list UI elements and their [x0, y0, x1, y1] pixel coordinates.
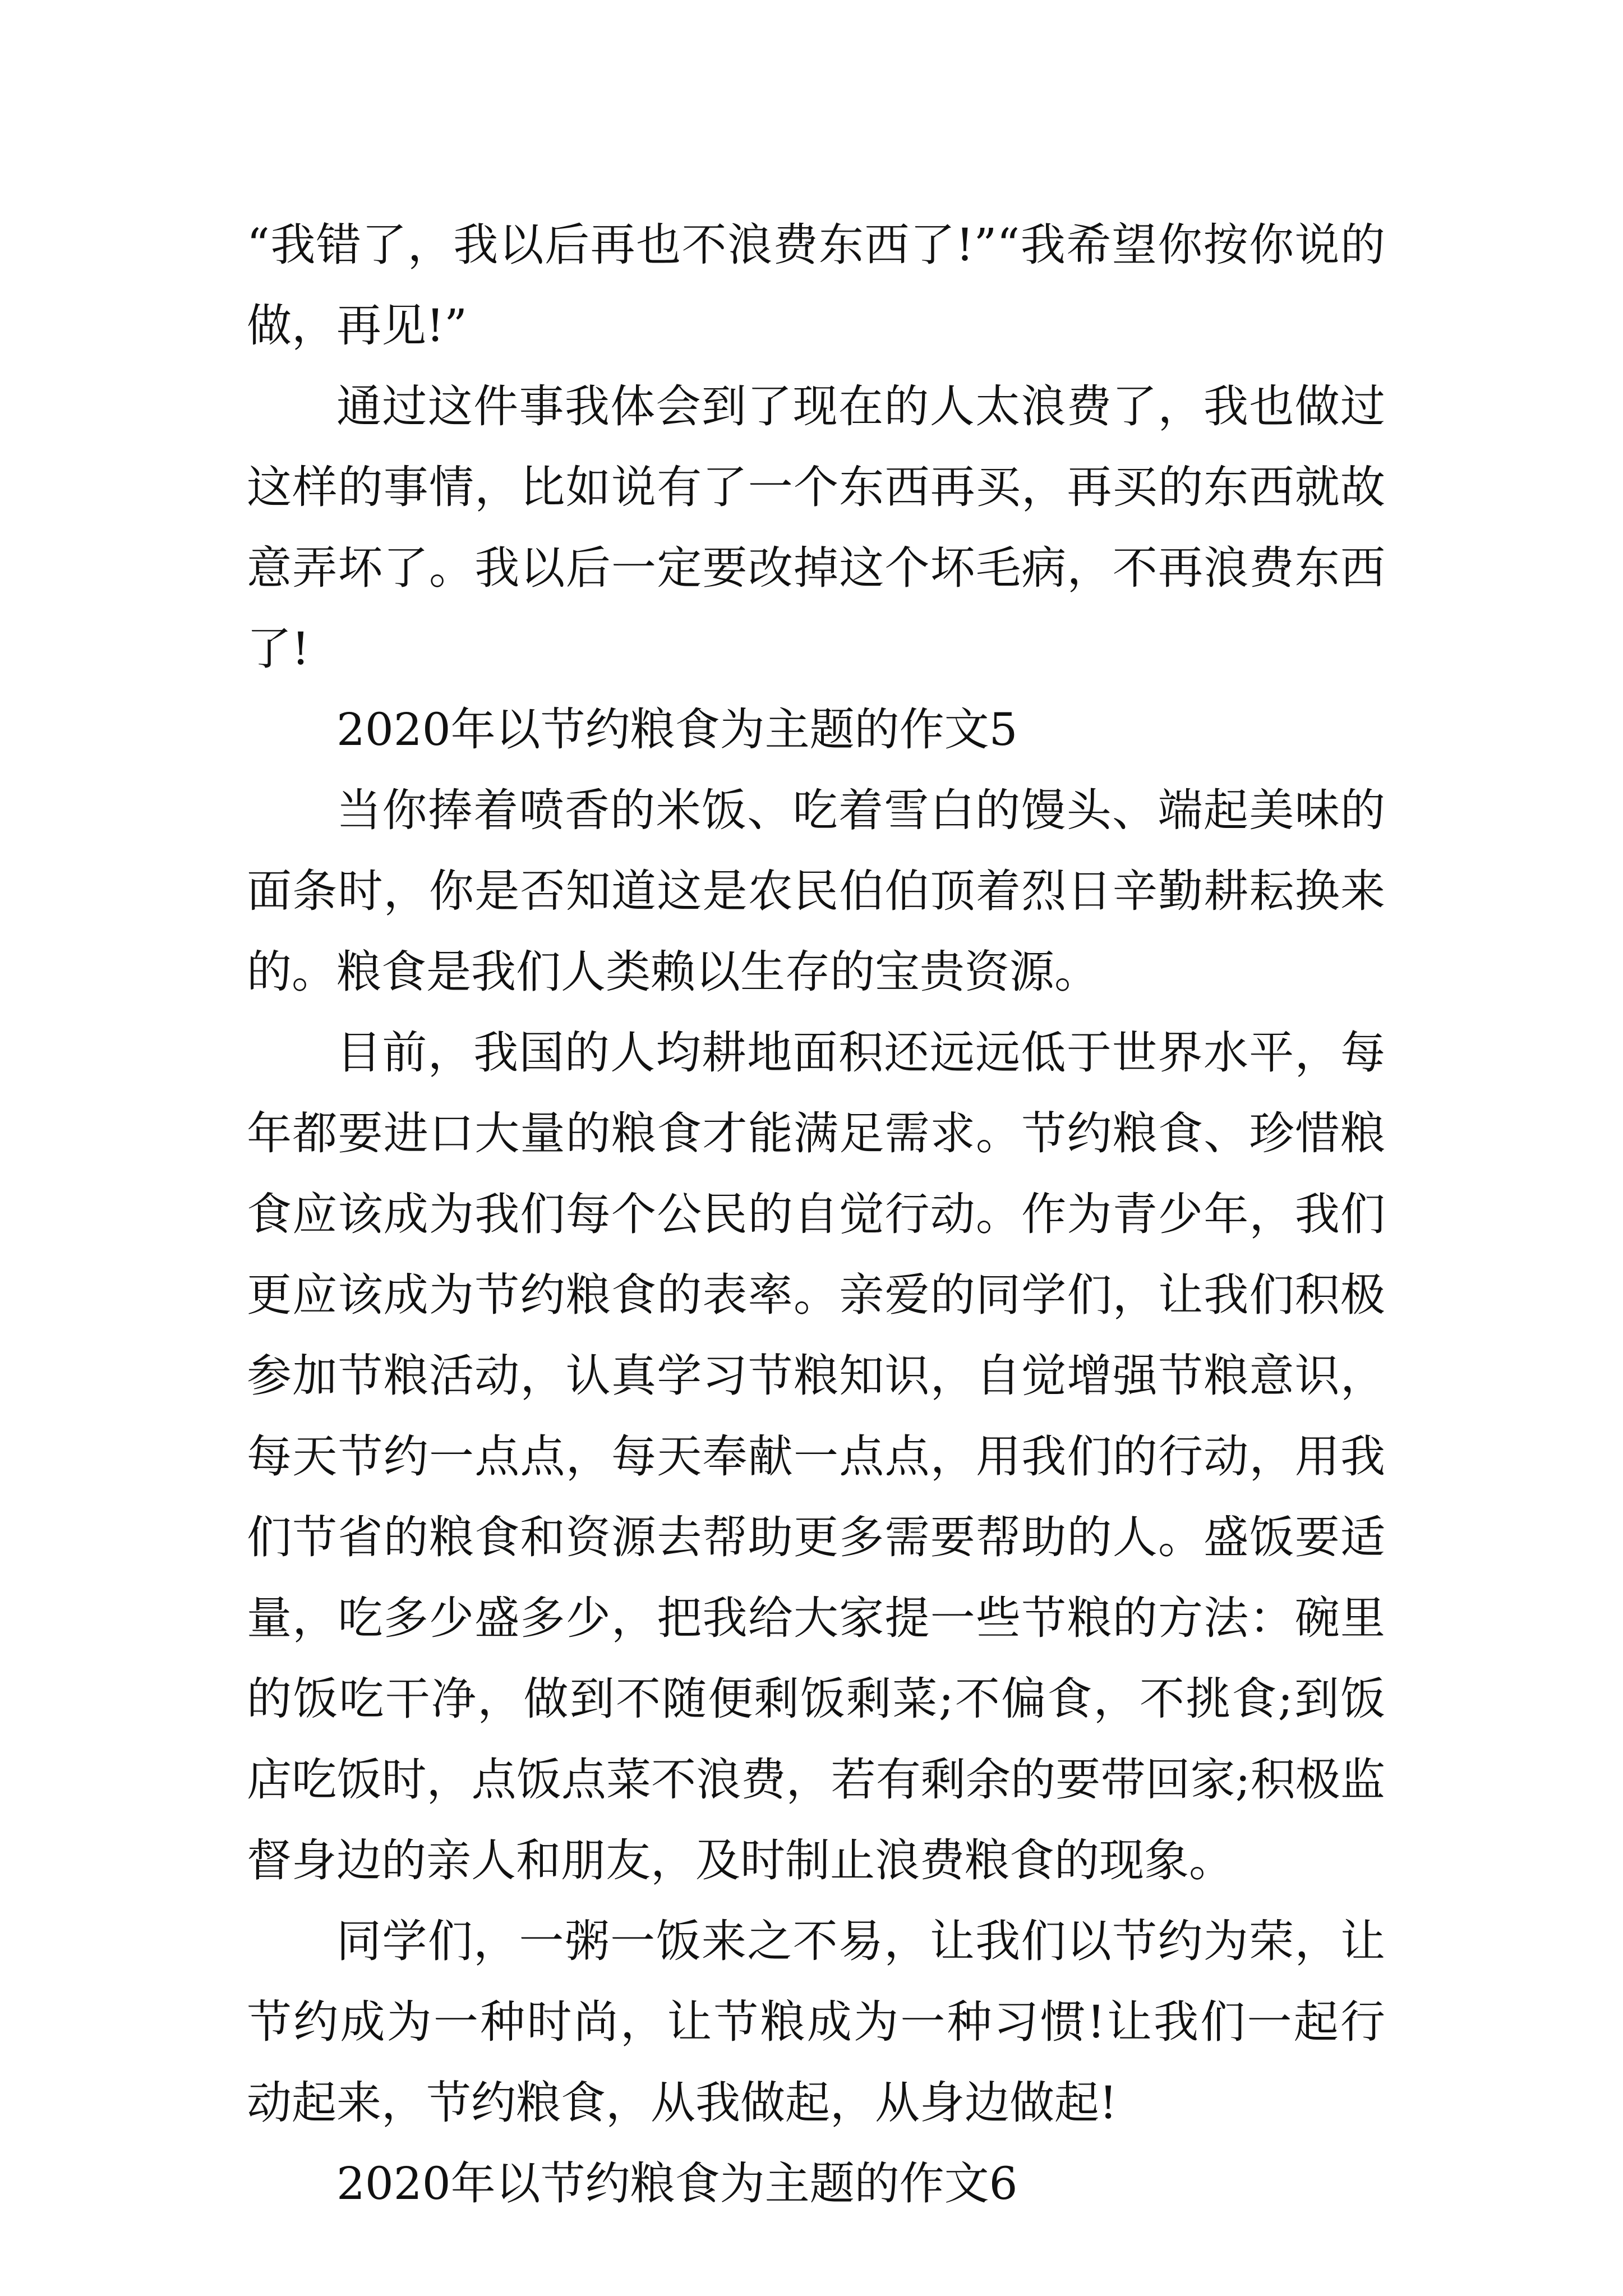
paragraph-dialogue: “我错了，我以后再也不浪费东西了!”“我希望你按你说的做，再见!”	[247, 219, 1385, 352]
essay-heading-5: 2020年以节约粮食为主题的作文5	[336, 703, 1018, 756]
paragraph-body: 目前，我国的人均耕地面积还远远低于世界水平，每年都要进口大量的粮食才能满足需求。节约粮食、珍惜粮食应该成为我们每个公民的自觉行动。作为青少年，我们更应该成为节约粮食的表率。亲爱的同学们，让我们积极参加节粮活动，认真学习节粮知识，自觉增强节粮意识，每天节约一点点，每天奉献一点点，用我们的行动，用我们节省的粮食和资源去帮助更多需要帮助的人。盛饭要适量，吃多少盛多少，把我给大家提一些节粮的方法：碗里的饭吃干净，做到不随便剩饭剩菜;不偏食，不挑食;到饭店吃饭时，点饭点菜不浪费，若有剩余的要带回家;积极监督身边的亲人和朋友，及时制止浪费粮食的现象。	[247, 1027, 1385, 1887]
paragraph-conclusion: 同学们，一粥一饭来之不易，让我们以节约为荣，让节约成为一种时尚，让节粮成为一种习惯!让我们一起行动起来，节约粮食，从我做起，从身边做起!	[247, 1915, 1385, 2129]
paragraph-reflection: 通过这件事我体会到了现在的人太浪费了，我也做过这样的事情，比如说有了一个东西再买，再买的东西就故意弄坏了。我以后一定要改掉这个坏毛病，不再浪费东西了!	[247, 380, 1385, 675]
paragraph-intro: 当你捧着喷香的米饭、吃着雪白的馒头、端起美味的面条时，你是否知道这是农民伯伯顶着烈日辛勤耕耘换来的。粮食是我们人类赖以生存的宝贵资源。	[247, 784, 1385, 998]
document-body	[247, 205, 1385, 2224]
essay-heading-6: 2020年以节约粮食为主题的作文6	[336, 2157, 1018, 2210]
